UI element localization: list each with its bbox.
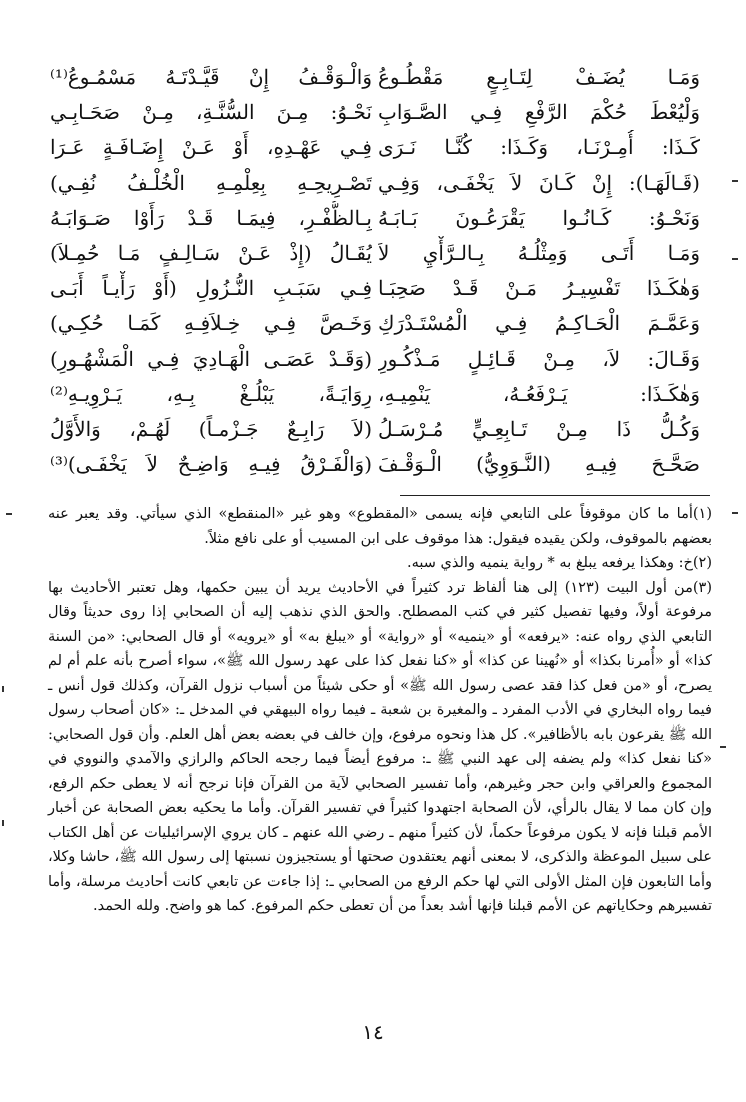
poem-column-left [50, 60, 372, 482]
verse-line: (وَالْفَـرْقُ فِيـهِ وَاضِـحٌ لاَ يَخْفَـى)⁽³⁾ [50, 452, 372, 477]
verse-line: يُقَـالُ (إِذْ عَـنْ سَـالِـفٍ مَـا حُمِـلاَ) [50, 240, 372, 265]
verse-line: وَكُـلُّ ذَا مِـنْ تَـابِعِـيٍّ مُـرْسَـلُ [378, 416, 700, 441]
verse-line: كَـذَا: أُمِـرْنَـا، وَكَـذَا: كُنَّـا نَـرَى [378, 135, 700, 160]
verse-line: وَعَمَّـمَ الْحَـاكِـمُ فِـي الْمُسْتَـدْرَكِ [378, 311, 700, 336]
page-number: ١٤ [362, 1020, 384, 1044]
verse-line: نَحْـوُ: مِـنَ السُّنَّـةِ، مِـنْ صَحَـابِـي [50, 100, 372, 125]
verse-line: رِوَايَـةً، يَبْلُـغْ بِـهِ، يَـرْوِيـهِ⁽²⁾ [50, 381, 372, 406]
verse-line: بِـالظُّفْـرِ، فِيمَـا قَـدْ رَأَوْا صَـوَابَـهُ [50, 205, 372, 230]
scan-mark [732, 258, 738, 260]
verse-line: وَالْـوَقْـفُ إِنْ قَيَّـدْتَـهُ مَسْمُـوعُ⁽¹⁾ [50, 65, 372, 89]
verse-line: وَمَـا أَتَـى وَمِثْلُـهُ بِـالـرَّأْيِ لاَ [378, 240, 700, 265]
verse-line: (قَـالَهَـا): إِنْ كَـانَ لاَ يَخْفَـى، وَفِـي [378, 170, 700, 195]
footnote-separator [400, 495, 710, 496]
footnotes [48, 502, 712, 919]
verse-line: تَصْـرِيحِـهِ بِعِلْمِـهِ الْخُلْـفُ نُفِـي) [50, 170, 372, 195]
footnote-2: (٢)خ: وهكذا يرفعه يبلغ به * رواية ينميه والذي سبه. [407, 555, 712, 571]
verse-line: وَخَـصَّ فِـي خِـلاَفِـهِ كَمَـا حُكِـي) [50, 311, 372, 336]
verse-line: (لاَ رَابِـعٌ جَـزْمـاً) لَهُـمْ، وَالأَوَّلُ [50, 416, 372, 441]
scan-mark [6, 513, 12, 515]
scan-mark [2, 820, 4, 826]
scan-mark [732, 180, 738, 182]
scan-mark [732, 512, 738, 514]
verse-line: (وَقَـدْ عَصَـى الْهَـادِيَ فِـي الْمَشْهُـورِ) [50, 346, 372, 371]
verse-line: فِـي عَهْـدِهِ، أَوْ عَـنْ إِضَـافَـةٍ عَـرَا [50, 135, 372, 160]
scan-mark [720, 746, 726, 748]
verse-line: صَحَّـحَ فِيـهِ (النَّـوَوِيُّ) الْـوَقْـفَ [378, 452, 700, 477]
poem-column-right [378, 60, 700, 482]
scan-mark [2, 686, 4, 692]
verse-line: وَهٰكَـذَا تَفْسِيـرُ مَـنْ قَـدْ صَحِبَـا [378, 276, 700, 301]
verse-line: وَلْيُعْطَ حُكْمَ الرَّفْعِ فِـي الصَّـوَابِ [378, 100, 700, 125]
verse-line: فِـي سَبَـبِ النُّـزُولِ (أَوْ رَأْيـاً أَبَـى [50, 276, 372, 301]
verse-line: وَمَـا يُضَـفْ لِتَـابِـعٍ مَقْطُـوعُ [378, 65, 700, 89]
footnote-3: (٣)من أول البيت (١٢٣) إلى هنا ألفاظ ترد كثيراً في الأحاديث يريد أن يبين حكمها، وهل تعتبر الأحاديث بها مرفوعة أولاً، وفيها تفصيل كثير في كتب المصطلح. والحق الذي نذهب إليه أن الصحابي إذا روى حديثاً وقال التابعي الذي رواه عنه: «يرفعه» أو «ينميه» أو «رواية» أو «يبلغ به» أو «يرويه» أو قال الصحابي: «من السنة كذا» أو «أُمرنا بكذا» أو «نُهينا عن كذا» أو «كنا نفعل كذا على عهد رسول الله ﷺ»، سواء أصرح بأنه علم أم لم يصرح، أو «من فعل كذا فقد عصى رسول الله ﷺ» أو حكى شيئاً من أسباب نزول القرآن، وكذلك قول أنس ـ فيما رواه البخاري في الأدب المفرد ـ والمغيرة بن شعبة ـ فيما رواه البيهقي في المدخل ـ: «كان أصحاب رسول الله ﷺ يقرعون بابه بالأظافير». كل هذا ونحوه مرفوع، وإن خالف في بعضه بعض أهل العلم. وأن قول الصحابي: «كنا نفعل كذا» ولم يضفه إلى عهد النبي ﷺ ـ: مرفوع أيضاً فيما رجحه الحاكم والرازي والآمدي والنووي في المجموع والعراقي وابن حجر وغيرهم، وأما تفسير الصحابي لآية من القرآن فإنا نرجح أنه لا يعطى حكم الرفع، وإن كان مما لا يقال بالرأي، لأن الصحابة اجتهدوا كثيراً في تفسير القرآن. وأما ما يحكيه بعض الصحابة عن أخبار الأمم قبلنا فإنه لا يكون مرفوعاً حكماً، لأن كثيراً منهم ـ رضي الله عنهم ـ كان يروي الإسرائيليات عن أهل الكتاب على سبيل الموعظة والذكرى، لا بمعنى أنهم يعتقدون صحتها أو يستجيزون نسبتها إلى رسول الله ﷺ، حاشا وكلا، وأما التابعون فإن المثل الأولى التي لها حكم الرفع من الصحابي ـ: إذا جاءت عن تابعي كانت أحاديث مرسلة، وأما تفسيرهم وحكاياتهم عن الأمم قبلنا فإنها أشد بعداً من أن تعطى حكم المرفوع. كما هو واضح. ولله الحمد. [48, 579, 712, 914]
poem-section [50, 60, 700, 485]
verse-line: وَنَحْـوُ: كَـانُـوا يَقْرَعُـونَ بَـابَـهُ [378, 205, 700, 230]
verse-line: وَهٰكَـذَا: يَـرْفَعُـهُ، يَنْمِيـهِ، [378, 381, 700, 406]
footnote-1: (١)أما ما كان موقوفاً على التابعي فإنه يسمى «المقطوع» وهو غير «المنقطع» الذي سيأتي. وقد يعبر عنه بعضهم بالموقوف، ولكن يقيده فيقول: هذا موقوف على ابن المسيب أو على نافع مثلاً. [48, 506, 712, 547]
verse-line: وَقَـالَ: لاَ، مِـنْ قَـائِـلٍ مَـذْكُـورِ [378, 346, 700, 371]
